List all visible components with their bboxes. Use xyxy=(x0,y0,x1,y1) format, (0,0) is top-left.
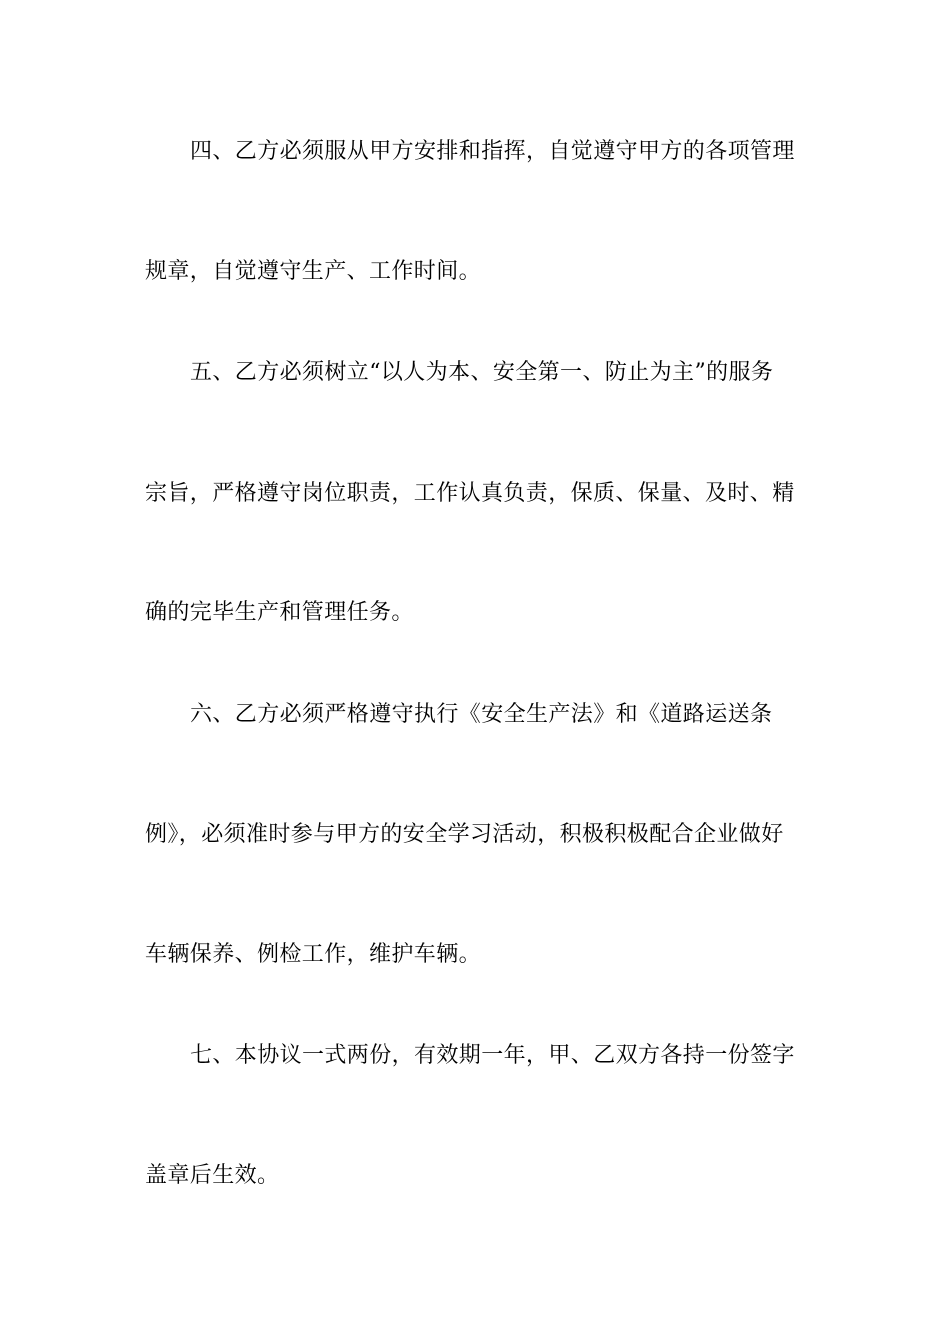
clause-5-line-3: 确的完毕生产和管理任务。 xyxy=(145,600,414,625)
clause-5-line-1: 五、乙方必须树立“以人为本、安全第一、防止为主”的服务 xyxy=(190,360,774,385)
clause-7-line-1: 七、本协议一式两份，有效期一年，甲、乙双方各持一份签字 xyxy=(190,1043,795,1068)
clause-4-line-2: 规章，自觉遵守生产、工作时间。 xyxy=(145,259,482,284)
clause-4-line-1: 四、乙方必须服从甲方安排和指挥，自觉遵守甲方的各项管理 xyxy=(190,139,795,164)
clause-6-line-3: 车辆保养、例检工作，维护车辆。 xyxy=(145,942,482,967)
clause-7-line-2: 盖章后生效。 xyxy=(145,1163,280,1188)
clause-6-line-2: 例》，必须准时参与甲方的安全学习活动，积极积极配合企业做好 xyxy=(145,822,784,847)
clause-5-line-2: 宗旨，严格遵守岗位职责，工作认真负责，保质、保量、及时、精 xyxy=(145,481,795,506)
clause-6-line-1: 六、乙方必须严格遵守执行《安全生产法》和《道路运送条 xyxy=(190,702,773,727)
